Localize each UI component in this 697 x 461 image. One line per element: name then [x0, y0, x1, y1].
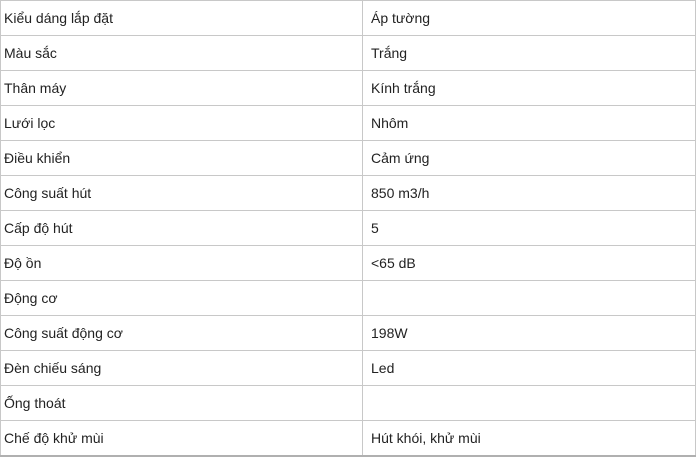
table-row: [1, 71, 696, 106]
spec-label: Đèn chiếu sáng: [1, 351, 363, 386]
spec-value: 198W: [363, 316, 696, 351]
table-row: [1, 351, 696, 386]
spec-value: Áp tường: [363, 1, 696, 36]
table-row: [1, 246, 696, 281]
spec-value: Led: [363, 351, 696, 386]
spec-label: Chế độ khử mùi: [1, 421, 363, 457]
spec-value: Nhôm: [363, 106, 696, 141]
table-row: [1, 386, 696, 421]
spec-label: Độ ồn: [1, 246, 363, 281]
table-row: [1, 106, 696, 141]
spec-value: [363, 281, 696, 316]
spec-value: <65 dB: [363, 246, 696, 281]
spec-value: 5: [363, 211, 696, 246]
spec-value: Hút khói, khử mùi: [363, 421, 696, 457]
spec-value: 850 m3/h: [363, 176, 696, 211]
spec-label: Lưới lọc: [1, 106, 363, 141]
spec-value: Trắng: [363, 36, 696, 71]
spec-label: Công suất động cơ: [1, 316, 363, 351]
table-row: [1, 281, 696, 316]
table-row: [1, 1, 696, 36]
table-row: [1, 211, 696, 246]
table-row: [1, 316, 696, 351]
spec-label: Điều khiển: [1, 141, 363, 176]
spec-value: [363, 386, 696, 421]
spec-label: Cấp độ hút: [1, 211, 363, 246]
table-row: [1, 421, 696, 457]
table-row: [1, 36, 696, 71]
spec-label: Thân máy: [1, 71, 363, 106]
table-row: [1, 176, 696, 211]
spec-label: Động cơ: [1, 281, 363, 316]
spec-value: Cảm ứng: [363, 141, 696, 176]
spec-label: Màu sắc: [1, 36, 363, 71]
spec-label: Công suất hút: [1, 176, 363, 211]
spec-value: Kính trắng: [363, 71, 696, 106]
spec-label: Ống thoát: [1, 386, 363, 421]
spec-label: Kiểu dáng lắp đặt: [1, 1, 363, 36]
table-row: [1, 141, 696, 176]
